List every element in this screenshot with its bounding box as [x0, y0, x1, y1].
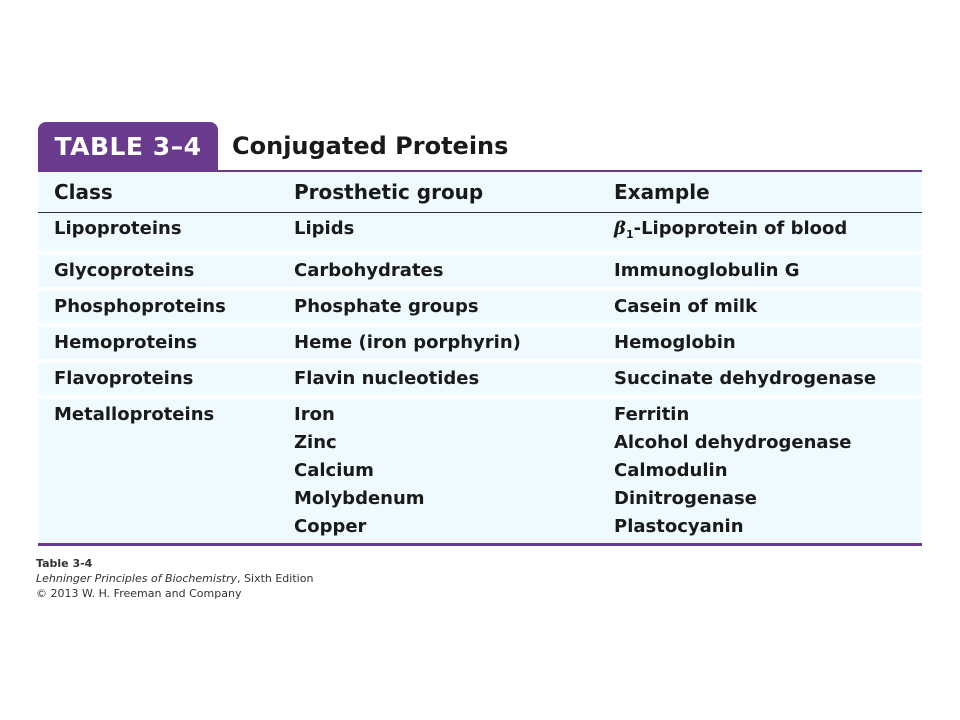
prosthetic-group-cell [294, 215, 614, 249]
table-row [38, 359, 922, 395]
class-cell: Hemoproteins [54, 332, 198, 353]
bottom-rule [38, 543, 922, 546]
class-cell: Glycoproteins [54, 260, 195, 281]
example-text: Dinitrogenase [614, 488, 757, 509]
prosthetic-group-text: Lipids [294, 218, 355, 239]
example-text: Immunoglobulin G [614, 260, 800, 281]
prosthetic-group-cell [294, 401, 614, 541]
prosthetic-group-text: Flavin nucleotides [294, 368, 480, 389]
example-text: Casein of milk [614, 296, 758, 317]
example-text: Succinate dehydrogenase [614, 368, 877, 389]
example-cell [614, 293, 922, 321]
prosthetic-group-text: Iron [294, 404, 335, 425]
table-header [38, 172, 922, 213]
table-title-row [38, 120, 922, 172]
header-example: Example [614, 180, 710, 204]
prosthetic-group-text: Zinc [294, 432, 337, 453]
caption-copyright: © 2013 W. H. Freeman and Company [36, 587, 242, 600]
conjugated-proteins-table [38, 120, 922, 546]
prosthetic-group-cell [294, 293, 614, 321]
class-cell: Metalloproteins [54, 404, 215, 425]
example-cell [614, 401, 922, 541]
prosthetic-group-cell [294, 329, 614, 357]
prosthetic-group-text: Phosphate groups [294, 296, 479, 317]
header-prosthetic-group: Prosthetic group [294, 180, 484, 204]
table-body [38, 213, 922, 543]
prosthetic-group-text: Molybdenum [294, 488, 425, 509]
prosthetic-group-text: Copper [294, 516, 367, 537]
example-text: Calmodulin [614, 460, 728, 481]
example-cell [614, 329, 922, 357]
caption-id: Table 3-4 [36, 557, 93, 570]
caption-edition: , Sixth Edition [237, 572, 314, 585]
prosthetic-group-cell [294, 257, 614, 285]
table-row [38, 213, 922, 251]
class-cell: Flavoproteins [54, 368, 194, 389]
table-row [38, 323, 922, 359]
table-row [38, 395, 922, 543]
class-cell: Phosphoproteins [54, 296, 226, 317]
example-text: Ferritin [614, 404, 690, 425]
table-row [38, 287, 922, 323]
prosthetic-group-cell [294, 365, 614, 393]
table-grid [38, 172, 922, 543]
class-cell: Lipoproteins [54, 218, 182, 239]
example-cell [614, 215, 922, 249]
example-cell [614, 365, 922, 393]
table-title: Conjugated Proteins [232, 132, 509, 160]
example-text [614, 215, 922, 249]
example-text: Plastocyanin [614, 516, 744, 537]
caption-book: Lehninger Principles of Biochemistry [36, 572, 238, 585]
table-row [38, 251, 922, 287]
example-cell [614, 257, 922, 285]
prosthetic-group-text: Heme (iron porphyrin) [294, 332, 521, 353]
figure-caption [36, 556, 313, 601]
top-rule [218, 170, 922, 172]
prosthetic-group-text: Carbohydrates [294, 260, 444, 281]
example-text: Hemoglobin [614, 332, 736, 353]
example-text-rest: -Lipoprotein of blood [633, 218, 848, 239]
caption-source [36, 571, 313, 586]
example-text: Alcohol dehydrogenase [614, 432, 852, 453]
table-tag: TABLE 3–4 [38, 122, 218, 172]
header-class: Class [54, 180, 113, 204]
beta-symbol: β [614, 218, 626, 239]
subscript: 1 [625, 228, 634, 241]
prosthetic-group-text: Calcium [294, 460, 374, 481]
